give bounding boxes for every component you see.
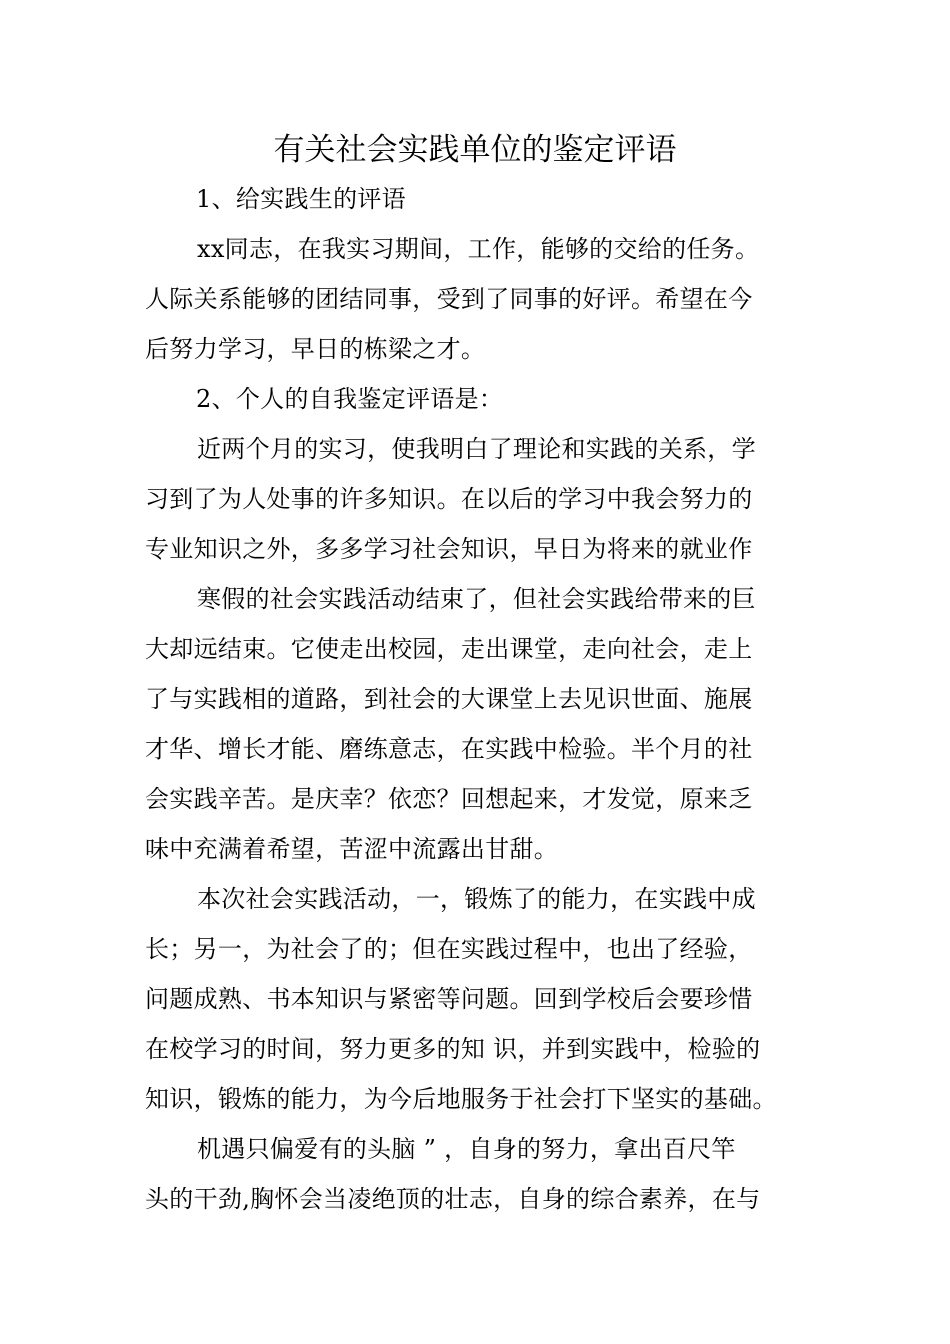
paragraph-line: 知识，锻炼的能力，为今后地服务于社会打下坚实的基础。	[145, 1085, 777, 1113]
paragraph-line: 会实践辛苦。是庆幸？依恋？回想起来，才发觉，原来乏	[145, 785, 753, 813]
paragraph-line: 了与实践相的道路，到社会的大课堂上去见识世面、施展	[145, 685, 753, 713]
paragraph-line: 寒假的社会实践活动结束了，但社会实践给带来的巨	[197, 585, 756, 613]
paragraph-line: 长；另一，为社会了的；但在实践过程中，也出了经验，	[145, 935, 753, 963]
paragraph-line: 习到了为人处事的许多知识。在以后的学习中我会努力的	[145, 485, 753, 513]
paragraph-line: 在校学习的时间，努力更多的知 识，并到实践中，检验的	[145, 1035, 761, 1063]
paragraph-line: 机遇只偏爱有的头脑 ” ，自身的努力，拿出百尺竿	[197, 1135, 736, 1163]
paragraph-line: 本次社会实践活动，一，锻炼了的能力，在实践中成	[197, 885, 756, 913]
paragraph-line: 问题成熟、书本知识与紧密等问题。回到学校后会要珍惜	[145, 985, 753, 1013]
section-heading-2: 2、个人的自我鉴定评语是：	[196, 385, 504, 413]
paragraph-line: 才华、增长才能、磨练意志，在实践中检验。半个月的社	[145, 735, 753, 763]
paragraph-line: 专业知识之外，多多学习社会知识，早日为将来的就业作	[145, 535, 753, 563]
paragraph-line: 头的干劲,胸怀会当凌绝顶的壮志，自身的综合素养，在与	[145, 1185, 761, 1213]
paragraph-line: 近两个月的实习，使我明白了理论和实践的关系，学	[197, 435, 756, 463]
paragraph-line: 大却远结束。它使走出校园，走出课堂，走向社会，走上	[145, 635, 753, 663]
section-heading-1: 1、给实践生的评语	[196, 185, 406, 213]
paragraph-line: 后努力学习，早日的栋梁之才。	[145, 335, 486, 363]
paragraph-line: 人际关系能够的团结同事，受到了同事的好评。希望在今	[145, 285, 753, 313]
paragraph-line: 味中充满着希望，苦涩中流露出甘甜。	[145, 835, 559, 863]
document-title: 有关社会实践单位的鉴定评语	[273, 132, 677, 168]
paragraph-line: xx同志，在我实习期间，工作，能够的交给的任务。	[197, 235, 760, 263]
